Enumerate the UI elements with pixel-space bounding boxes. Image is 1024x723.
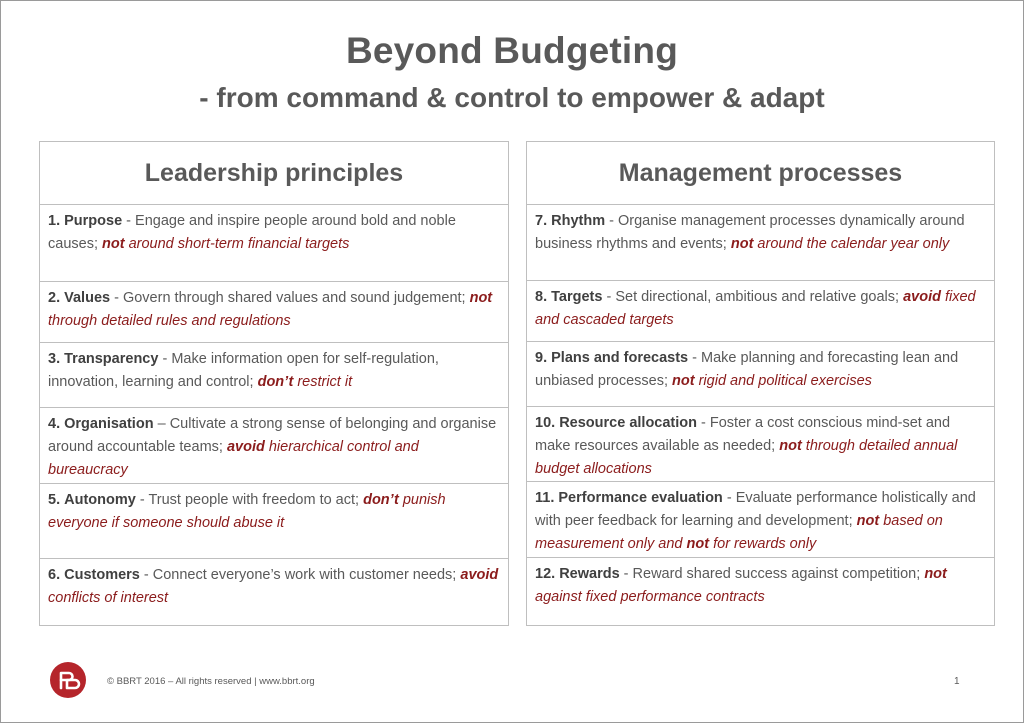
- item-number: 8.: [535, 289, 548, 305]
- item-text: Trust people with freedom to act;: [148, 492, 364, 508]
- item-separator: –: [153, 416, 170, 432]
- item-negative: punish everyone if someone should abuse it: [48, 492, 446, 531]
- item-number: 7.: [535, 213, 548, 229]
- item-keyword: not: [686, 536, 710, 552]
- item-negative: hierarchical control and bureaucracy: [48, 439, 419, 478]
- item-keyword: avoid: [460, 567, 499, 583]
- item-name: Resource allocation: [559, 415, 697, 431]
- item-keyword: not: [730, 236, 754, 252]
- item-negative: conflicts of interest: [48, 590, 169, 606]
- item-name: Targets: [551, 289, 603, 305]
- item-name: Autonomy: [64, 492, 136, 508]
- item-number: 11.: [535, 490, 555, 506]
- item-separator: -: [722, 490, 736, 506]
- item-negative: for rewards only: [709, 536, 817, 552]
- principle-row: [40, 281, 508, 342]
- item-text: Make information open for self-regulation, innovation, learning and control;: [48, 351, 439, 390]
- item-text: Foster a cost conscious mind-set and make resources available as needed;: [535, 415, 951, 454]
- item-name: Organisation: [64, 416, 154, 432]
- item-keyword: avoid: [226, 439, 265, 455]
- item-name: Rhythm: [551, 213, 606, 229]
- bbrt-logo-icon: [50, 662, 86, 698]
- item-separator: -: [139, 567, 153, 583]
- principle-row: [40, 483, 508, 558]
- item-keyword: not: [672, 373, 695, 389]
- item-text: Evaluate performance holistically and with peer feedback for learning and development;: [535, 490, 976, 529]
- item-number: 3.: [48, 351, 61, 367]
- page-title: Beyond Budgeting: [345, 30, 679, 71]
- item-negative: against fixed performance contracts: [535, 589, 765, 605]
- item-negative: through detailed rules and regulations: [48, 313, 291, 329]
- item-keyword: not: [102, 236, 125, 252]
- item-number: 12.: [535, 566, 556, 582]
- management-processes-panel: [526, 141, 995, 626]
- item-text: Set directional, ambitious and relative goals;: [615, 289, 904, 305]
- item-keyword: don’t: [363, 492, 399, 508]
- item-separator: -: [122, 213, 136, 229]
- item-name: Performance evaluation: [558, 490, 723, 506]
- item-name: Values: [64, 290, 111, 306]
- item-keyword: not: [924, 566, 947, 582]
- item-number: 2.: [48, 290, 61, 306]
- item-keyword: not: [856, 513, 880, 529]
- item-separator: -: [619, 566, 633, 582]
- item-negative: around short-term financial targets: [124, 236, 350, 252]
- item-number: 4.: [48, 416, 61, 432]
- item-name: Transparency: [64, 351, 159, 367]
- item-text: Engage and inspire people around bold and noble causes;: [48, 213, 456, 252]
- item-separator: -: [602, 289, 616, 305]
- process-row: [527, 280, 994, 341]
- page-subtitle: - from command & control to empower & adapt: [199, 82, 825, 113]
- management-processes-heading: Management processes: [527, 142, 994, 205]
- item-name: Rewards: [559, 566, 620, 582]
- item-name: Plans and forecasts: [551, 350, 689, 366]
- item-text: Cultivate a strong sense of belonging and organise around accountable teams;: [48, 416, 497, 455]
- item-number: 6.: [48, 567, 61, 583]
- process-row: [527, 481, 994, 557]
- item-negative: rigid and political exercises: [694, 373, 872, 389]
- item-number: 9.: [535, 350, 548, 366]
- process-row: [527, 205, 994, 280]
- item-number: 1.: [48, 213, 61, 229]
- principle-row: [40, 342, 508, 407]
- item-negative: through detailed annual budget allocations: [535, 438, 958, 477]
- item-negative: around the calendar year only: [753, 236, 950, 252]
- item-separator: -: [688, 350, 702, 366]
- item-negative: restrict it: [293, 374, 353, 390]
- item-separator: -: [110, 290, 123, 306]
- item-separator: -: [697, 415, 710, 431]
- item-separator: -: [605, 213, 618, 229]
- item-separator: -: [135, 492, 149, 508]
- item-separator: -: [158, 351, 172, 367]
- item-keyword: don’t: [257, 374, 294, 390]
- item-number: 10.: [535, 415, 556, 431]
- principle-row: [40, 558, 508, 625]
- leadership-principles-panel: [39, 141, 509, 626]
- item-negative: based on measurement only and: [535, 513, 943, 552]
- leadership-principles-heading: Leadership principles: [40, 142, 508, 205]
- item-keyword: avoid: [903, 289, 941, 305]
- process-row: [527, 406, 994, 481]
- item-name: Customers: [64, 567, 140, 583]
- page-number: 1: [954, 676, 960, 687]
- process-row: [527, 557, 994, 625]
- item-text: Reward shared success against competition;: [632, 566, 925, 582]
- item-text: Govern through shared values and sound judgement;: [122, 290, 470, 306]
- principle-row: [40, 407, 508, 483]
- item-text: Connect everyone’s work with customer needs;: [152, 567, 461, 583]
- item-negative: fixed and cascaded targets: [535, 289, 976, 328]
- process-row: [527, 341, 994, 406]
- item-keyword: not: [469, 290, 493, 306]
- item-text: Make planning and forecasting lean and unbiased processes;: [535, 350, 959, 389]
- item-text: Organise management processes dynamically around business rhythms and events;: [535, 213, 965, 252]
- item-name: Purpose: [64, 213, 123, 229]
- principle-row: [40, 205, 508, 281]
- item-keyword: not: [779, 438, 802, 454]
- footer-copyright: © BBRT 2016 – All rights reserved | www.bbrt.org: [107, 676, 315, 687]
- item-number: 5.: [48, 492, 61, 508]
